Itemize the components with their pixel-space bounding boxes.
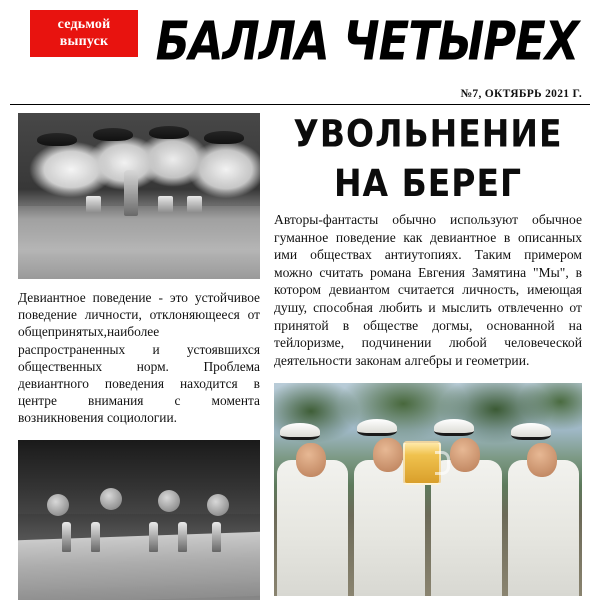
content-area	[10, 113, 590, 600]
photo-table-surface	[18, 206, 260, 279]
paper-title: БАЛЛА ЧЕТЫРЕХ	[155, 10, 579, 74]
person-face-icon	[373, 438, 403, 472]
navy-cap-icon	[357, 419, 397, 436]
sailor-uniform-icon	[277, 460, 348, 596]
person-face-icon	[527, 443, 557, 477]
navy-cap-icon	[280, 423, 320, 440]
sailor-cap-icon	[93, 128, 133, 141]
sailors-long-table-photo	[18, 440, 260, 600]
bottle-icon	[124, 170, 138, 216]
bottle-icon	[178, 522, 187, 552]
left-column	[18, 113, 260, 600]
four-sailors-at-table-photo	[18, 113, 260, 279]
headline-line-1: УВОЛЬНЕНИЕ	[293, 111, 563, 156]
navy-cap-icon	[434, 419, 474, 436]
bottle-icon	[149, 522, 158, 552]
title-wrapper	[138, 0, 590, 74]
glass-icon	[187, 196, 202, 213]
sailor-uniform-icon	[431, 460, 502, 596]
bottle-icon	[62, 522, 71, 552]
sailor-uniform-icon	[508, 460, 579, 596]
masthead-divider	[10, 104, 590, 105]
navy-cap-icon	[511, 423, 551, 440]
bottle-icon	[91, 522, 100, 552]
article-body: Авторы-фантасты обычно используют обычное гуманное поведение как девиантное в описанных ими обществах антиутопиях. Таким примером можно считать романа Евгения Замятина "Мы", в котором девиантом считается личность, имеющая душу, способная любить и мыслить отвлеченно от принятой в обществе догмы, основанной на тейлоризме, подчинении любой человеческой деятельности законам алгебры и геометрии.	[274, 212, 582, 368]
sailor-cap-icon	[37, 133, 77, 146]
person-head-icon	[207, 494, 229, 516]
bottle-icon	[212, 522, 221, 552]
right-column	[274, 113, 582, 600]
lead-paragraph: Девиантное поведение - это устойчивое поведение личности, отклоняющееся от общепринятых,наиболее распространенных и устоявшихся общественных норм. Проблема девиантного поведения находится в центре внимания с момента возникновения социологии.	[18, 290, 260, 426]
sailors-toasting-beer-photo	[274, 383, 582, 596]
issue-badge-line-2: выпуск	[59, 34, 109, 49]
beer-mug-icon	[403, 441, 441, 485]
person-face-icon	[450, 438, 480, 472]
issue-badge-line-1: седьмой	[57, 17, 111, 32]
glass-icon	[158, 196, 173, 213]
sailor-cap-icon	[149, 126, 189, 139]
photo-long-table	[18, 532, 260, 600]
sailor-cap-icon	[204, 131, 244, 144]
masthead	[10, 0, 590, 76]
person-head-icon	[158, 490, 180, 512]
person-face-icon	[296, 443, 326, 477]
issue-badge	[30, 10, 138, 57]
issue-date-line: №7, ОКТЯБРЬ 2021 Г.	[460, 88, 582, 100]
article-headline	[274, 113, 582, 205]
glass-icon	[86, 196, 101, 213]
headline-line-2: НА БЕРЕГ	[333, 161, 523, 205]
